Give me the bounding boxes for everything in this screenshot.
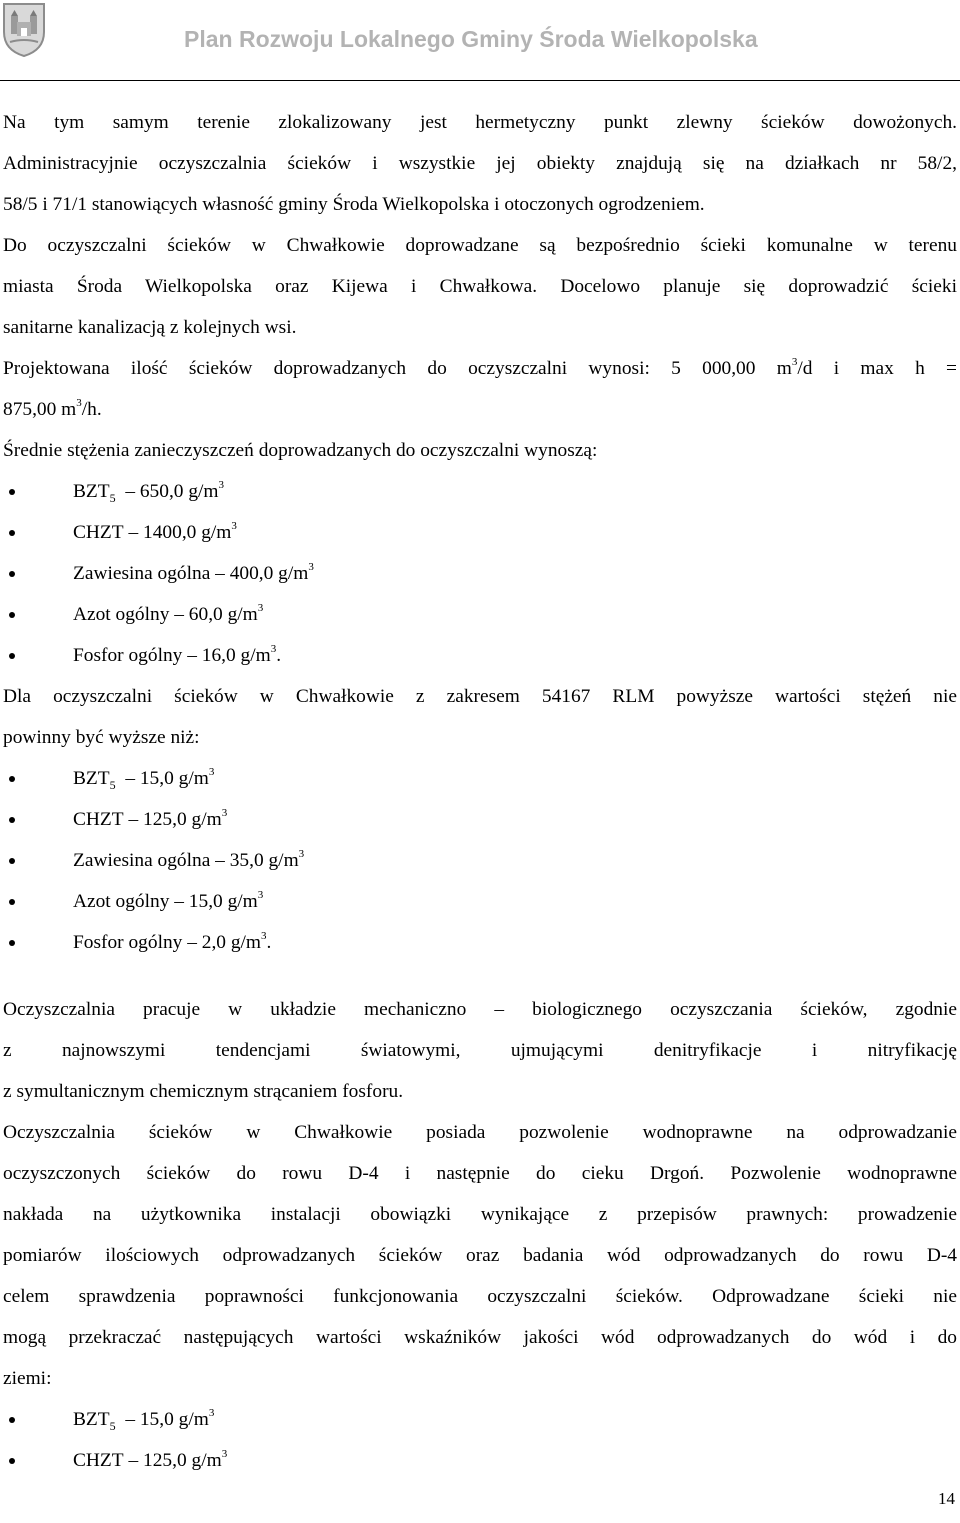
paragraph-process <box>3 989 957 1112</box>
spacer <box>3 963 957 989</box>
list-item: $BZT_5 - 15,0$ $g/m^3$ <box>3 758 957 799</box>
bullet-icon <box>9 899 15 905</box>
text-line: Oczyszczalnia pracuje w układzie mechaniczno – biologicznego oczyszczania ścieków, zgodnie <box>3 999 957 1020</box>
text-line: mogą przekraczać następujących wartości wskaźników jakości wód odprowadzanych do wód i do <box>3 1327 957 1348</box>
text-line: Oczyszczalnia ścieków w Chwałkowie posiada pozwolenie wodnoprawne na odprowadzanie <box>3 1122 957 1143</box>
text-line: Na tym samym terenie zlokalizowany jest hermetyczny punkt zlewny ścieków dowożonych. <box>3 112 957 133</box>
bullet-icon <box>9 489 15 495</box>
text-line: Do oczyszczalni ścieków w Chwałkowie doprowadzane są bezpośrednio ścieki komunalne w terenu <box>3 235 957 256</box>
limits-intro-continued: powinny być wyższe niż: <box>3 727 200 748</box>
list-item: $BZT_5 - 650,0$ $g/m^3$ <box>3 471 957 512</box>
list-item: Azot ogólny – 60,0 $g/m^3$ <box>3 594 957 635</box>
paragraph-projected-flow <box>3 348 957 430</box>
text-line: celem sprawdzenia poprawności funkcjonowania oczyszczalni ścieków. Odprowadzane ścieki nie <box>3 1286 957 1307</box>
bullet-icon <box>9 653 15 659</box>
coat-of-arms-icon <box>2 2 46 58</box>
text-line: oczyszczonych ścieków do rowu D-4 i następnie do cieku Drgoń. Pozwolenie wodnoprawne <box>3 1163 957 1184</box>
bullet-icon <box>9 530 15 536</box>
outflow-limits-list <box>3 1399 957 1481</box>
text-line: 875,00 $m^3/h$. <box>3 396 102 420</box>
inflow-concentration-list <box>3 471 957 676</box>
text-line: nakłada na użytkownika instalacji obowiązki wynikające z przepisów prawnych: prowadzenie <box>3 1204 957 1225</box>
paragraph-location <box>3 102 957 348</box>
text-line: z symultanicznym chemicznym strącaniem fosforu. <box>3 1081 404 1102</box>
limits-intro: Dla oczyszczalni ścieków w Chwałkowie z zakresem 54167 RLM powyższe wartości stężeń nie <box>3 686 957 707</box>
text-line: sanitarne kanalizacją z kolejnych wsi. <box>3 317 297 338</box>
bullet-icon <box>9 612 15 618</box>
bullet-icon <box>9 817 15 823</box>
list-item: Zawiesina ogólna – 400,0 $g/m^3$ <box>3 553 957 594</box>
list-item: Fosfor ogólny – 2,0 $g/m^3$. <box>3 922 957 963</box>
bullet-icon <box>9 940 15 946</box>
list-item: CHZT – 125,0 $g/m^3$ <box>3 799 957 840</box>
list-item: Azot ogólny – 15,0 $g/m^3$ <box>3 881 957 922</box>
limits-concentration-list <box>3 758 957 963</box>
bullet-icon <box>9 1458 15 1464</box>
bullet-icon <box>9 571 15 577</box>
bullet-icon <box>9 1417 15 1423</box>
text-line: 58/5 i 71/1 stanowiących własność gminy Środa Wielkopolska i otoczonych ogrodzeniem. <box>3 194 705 215</box>
list-item: $BZT_5 - 15,0$ $g/m^3$ <box>3 1399 957 1440</box>
inflow-intro: Średnie stężenia zanieczyszczeń doprowadzanych do oczyszczalni wynoszą: <box>3 440 598 461</box>
text-line: z najnowszymi tendencjami światowymi, ujmującymi denitryfikacje i nitryfikację <box>3 1040 957 1061</box>
list-item: CHZT – 125,0 $g/m^3$ <box>3 1440 957 1481</box>
list-item: CHZT – 1400,0 $g/m^3$ <box>3 512 957 553</box>
text-line: pomiarów ilościowych odprowadzanych ścieków oraz badania wód odprowadzanych do rowu D-4 <box>3 1245 957 1266</box>
document-body <box>3 102 957 1481</box>
list-item: Zawiesina ogólna – 35,0 $g/m^3$ <box>3 840 957 881</box>
document-header-title: Plan Rozwoju Lokalnego Gminy Środa Wielkopolska <box>184 26 758 52</box>
page-number: 14 <box>938 1489 955 1508</box>
text-line: Administracyjnie oczyszczalnia ścieków i wszystkie jej obiekty znajdują się na działkach nr 58/2, <box>3 153 957 174</box>
text-line: Projektowana ilość ścieków doprowadzanych do oczyszczalni wynosi: 5 000,00 $m^3/d$ i max h = <box>3 355 957 379</box>
header-divider <box>0 80 960 81</box>
paragraph-permit <box>3 1112 957 1399</box>
text-line: miasta Środa Wielkopolska oraz Kijewa i Chwałkowa. Docelowo planuje się doprowadzić ścieki <box>3 276 957 297</box>
page-header <box>0 0 960 82</box>
list-item: Fosfor ogólny – 16,0 $g/m^3$. <box>3 635 957 676</box>
bullet-icon <box>9 776 15 782</box>
text-line: ziemi: <box>3 1368 52 1389</box>
bullet-icon <box>9 858 15 864</box>
